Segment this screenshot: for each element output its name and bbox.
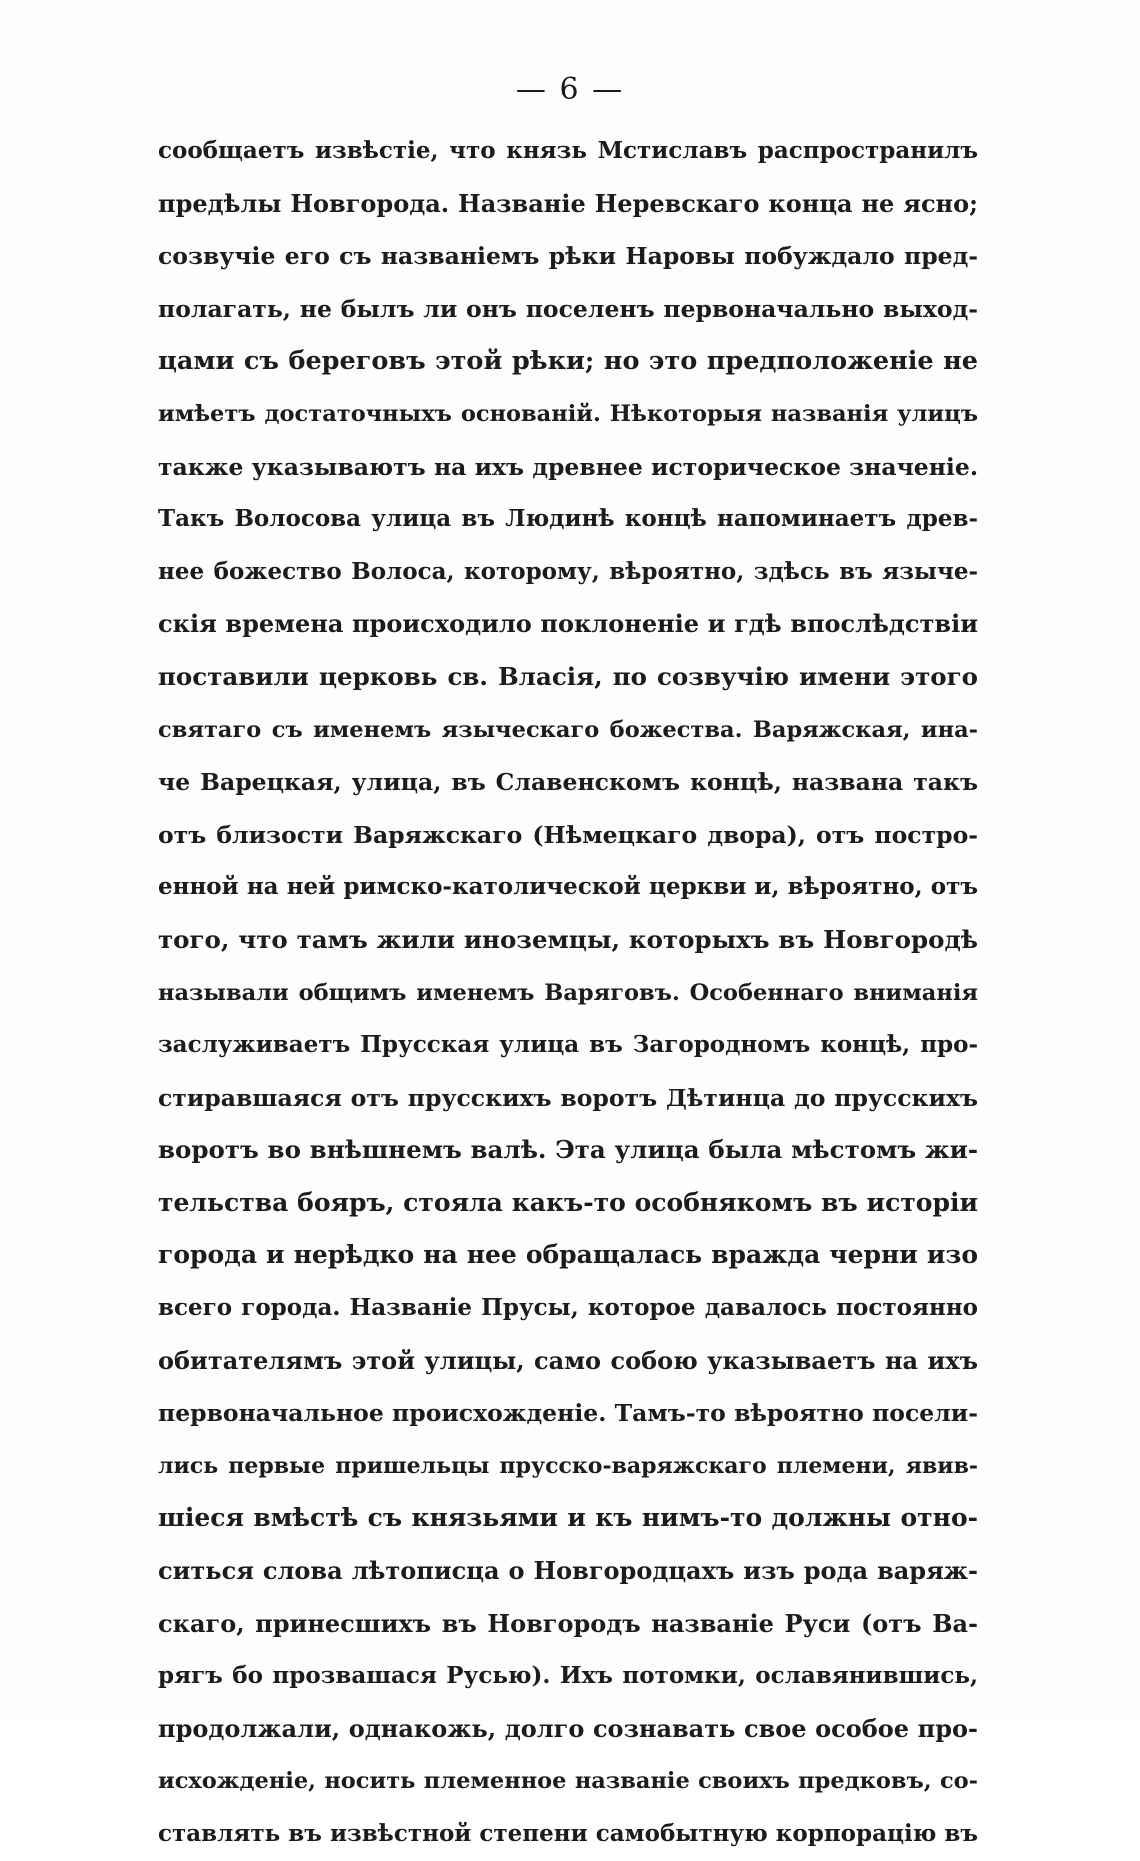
text-line: цами съ береговъ этой рѣки; но это предположеніе не: [158, 346, 978, 377]
text-line: предѣлы Новгорода. Названіе Неревскаго конца не ясно;: [158, 188, 978, 218]
text-line: стиравшаяся отъ прусскихъ воротъ Дѣтинца до прусскихъ: [158, 1083, 978, 1112]
text-line: скаго, принесшихъ въ Новгородъ названіе Руси (отъ Ва-: [158, 1608, 978, 1638]
body-text: [158, 125, 978, 1861]
text-line: называли общимъ именемъ Варяговъ. Особеннаго вниманія: [158, 979, 978, 1006]
text-line: созвучіе его съ названіемъ рѣки Наровы побуждало пред-: [158, 242, 978, 271]
text-line: имѣетъ достаточныхъ основаній. Нѣкоторыя названія улицъ: [158, 400, 978, 427]
text-line: обитателямъ этой улицы, само собою указываетъ на ихъ: [158, 1345, 978, 1375]
text-line: скія времена происходило поклоненіе и гдѣ впослѣдствіи: [158, 609, 978, 639]
text-line: также указываютъ на ихъ древнее историческое значеніе.: [158, 452, 978, 481]
text-line: шіеся вмѣстѣ съ князьями и къ нимъ-то должны отно-: [158, 1503, 978, 1533]
text-line: заслуживаетъ Прусская улица въ Загородномъ концѣ, про-: [158, 1031, 978, 1059]
text-line: продолжали, однакожь, долго сознавать свое особое про-: [158, 1713, 978, 1743]
text-line: че Варецкая, улица, въ Славенскомъ концѣ, названа такъ: [158, 768, 978, 797]
text-line: рягъ бо прозвашася Русью). Ихъ потомки, ославянившись,: [158, 1662, 978, 1690]
text-line: Такъ Волосова улица въ Людинѣ концѣ напоминаетъ древ-: [158, 505, 978, 533]
page-number: — 6 —: [515, 72, 625, 107]
text-line: исхожденіе, носить племенное названіе своихъ предковъ, со-: [158, 1768, 978, 1795]
text-line: первоначальное происхожденіе. Тамъ-то вѣроятно посели-: [158, 1399, 978, 1428]
text-line: поставили церковь св. Власія, по созвучію имени этого: [158, 661, 978, 691]
text-line: того, что тамъ жили иноземцы, которыхъ въ Новгородѣ: [158, 924, 978, 954]
text-line: святаго съ именемъ языческаго божества. Варяжская, ина-: [158, 716, 978, 743]
text-line: енной на ней римско-католической церкви и, вѣроятно, отъ: [158, 873, 978, 901]
text-line: города и нерѣдко на нее обращалась вражда черни изо: [158, 1240, 978, 1270]
text-line: всего города. Названіе Прусы, которое давалось постоянно: [158, 1294, 978, 1322]
text-line: нее божество Волоса, которому, вѣроятно, здѣсь въ языче-: [158, 557, 978, 585]
text-line: ситься слова лѣтописца о Новгородцахъ изъ рода варяж-: [158, 1556, 978, 1586]
text-line: отъ близости Варяжскаго (Нѣмецкаго двора), отъ постро-: [158, 820, 978, 849]
text-line: сообщаетъ извѣстіе, что князь Мстиславъ распространилъ: [158, 137, 978, 164]
text-line: воротъ во внѣшнемъ валѣ. Эта улица была мѣстомъ жи-: [158, 1135, 978, 1165]
text-line: ставлять въ извѣстной степени самобытную корпорацію въ: [158, 1820, 978, 1847]
text-line: лись первые пришельцы прусско-варяжскаго племени, явив-: [158, 1452, 978, 1479]
text-line: полагать, не былъ ли онъ поселенъ первоначально выход-: [158, 294, 978, 323]
text-line: тельства бояръ, стояла какъ-то особнякомъ въ исторіи: [158, 1187, 978, 1217]
